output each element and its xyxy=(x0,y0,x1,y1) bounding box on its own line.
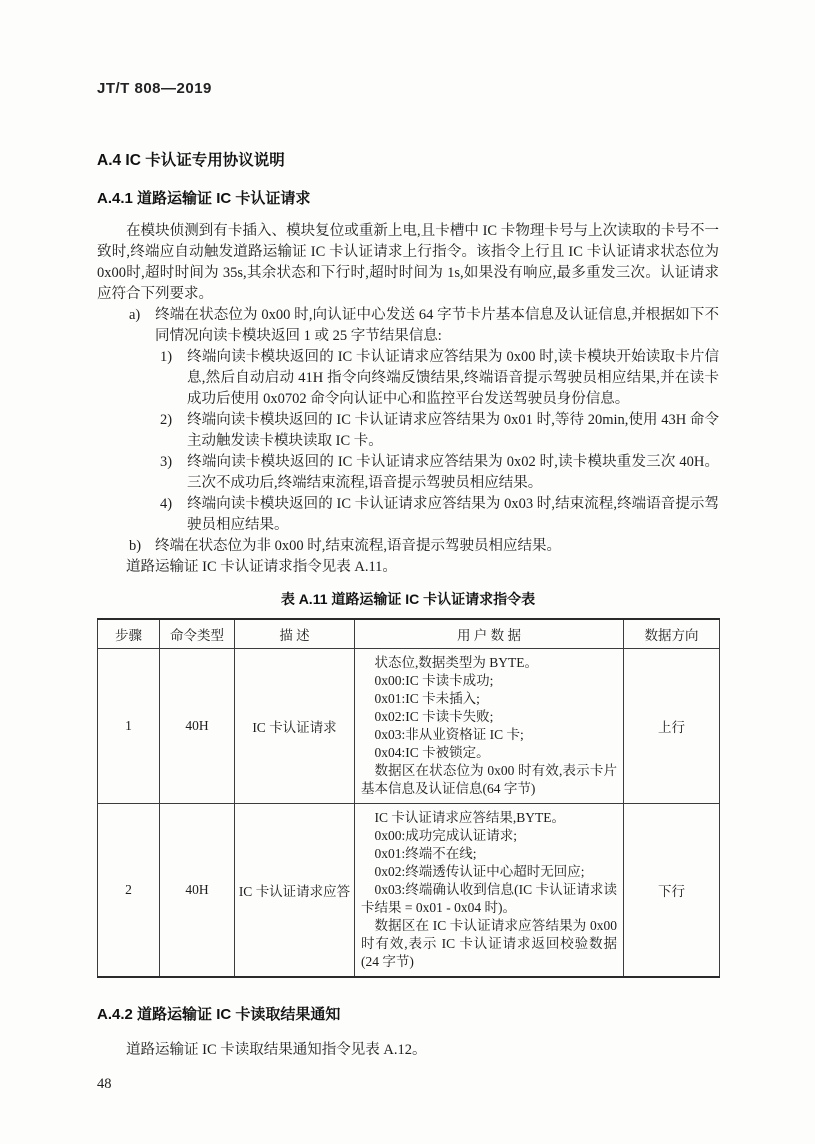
row1-user-data xyxy=(355,648,624,803)
intro-paragraph: 在模块侦测到有卡插入、模块复位或重新上电,且卡槽中 IC 卡物理卡号与上次读取的卡号不一致时,终端应自动触发道路运输证 IC 卡认证请求上行指令。该指令上行且 IC 卡认证请求状态位为 0x00时,超时时间为 35s,其余状态和下行时,超时时间为 1s,如果没有响应,最多重发三次。认证请求应符合下列要求。 xyxy=(97,223,719,302)
row1-command: 40H xyxy=(160,648,235,803)
table-a11 xyxy=(97,618,720,978)
list-item-a1-label: 1) xyxy=(160,349,173,365)
row2-user-data-line: 0x03:终端确认收到信息(IC 卡认证请求读卡结果 = 0x01 - 0x04 时)。 xyxy=(361,881,617,915)
row1-user-data-line: 0x01:IC 卡未插入; xyxy=(374,690,480,706)
row2-user-data-line: 0x01:终端不在线; xyxy=(374,845,477,861)
list-item-a2-label: 2) xyxy=(160,412,173,428)
row1-user-data-line: 0x03:非从业资格证 IC 卡; xyxy=(374,726,524,742)
list-item-b-text: 终端在状态位为非 0x00 时,结束流程,语音提示驾驶员相应结果。 xyxy=(155,538,561,554)
list-item-b xyxy=(97,536,719,557)
see-table-a12-paragraph: 道路运输证 IC 卡读取结果通知指令见表 A.12。 xyxy=(126,1041,427,1058)
row2-user-data-line: 数据区在 IC 卡认证请求应答结果为 0x00 时有效,表示 IC 卡认证请求返回校验数据(24 字节) xyxy=(361,917,617,969)
row1-user-data-line: 状态位,数据类型为 BYTE。 xyxy=(374,654,538,670)
list-item-a1-text: 终端向读卡模块返回的 IC 卡认证请求应答结果为 0x00 时,读卡模块开始读取卡片信息,然后自动启动 41H 指令向终端反馈结果,终端语音提示驾驶员相应结果,并在读卡成功后使用 0x0702 命令向认证中心和监控平台发送驾驶员身份信息。 xyxy=(187,349,719,407)
section-heading-a41: A.4.1 道路运输证 IC 卡认证请求 xyxy=(97,190,311,207)
see-table-a11-paragraph: 道路运输证 IC 卡认证请求指令见表 A.11。 xyxy=(126,559,397,575)
list-item-a-label: a) xyxy=(129,307,141,323)
col-header-command-type: 命令类型 xyxy=(160,619,235,648)
row1-user-data-line: 数据区在状态位为 0x00 时有效,表示卡片基本信息及认证信息(64 字节) xyxy=(361,762,617,796)
list-item-a4 xyxy=(97,494,719,536)
list-item-a3-label: 3) xyxy=(160,454,173,470)
section-heading-a4: A.4 IC 卡认证专用协议说明 xyxy=(97,152,285,169)
row2-user-data-line: 0x00:成功完成认证请求; xyxy=(374,827,518,843)
standard-number-header: JT/T 808—2019 xyxy=(97,80,212,97)
row1-user-data-line: 0x02:IC 卡读卡失败; xyxy=(374,708,494,724)
list-item-a xyxy=(97,305,719,347)
list-item-a3 xyxy=(97,452,719,494)
row1-step: 1 xyxy=(98,648,160,803)
row1-description: IC 卡认证请求 xyxy=(235,648,355,803)
list-item-a4-text: 终端向读卡模块返回的 IC 卡认证请求应答结果为 0x03 时,结束流程,终端语音提示驾驶员相应结果。 xyxy=(187,496,719,533)
row1-user-data-line: 0x00:IC 卡读卡成功; xyxy=(374,672,494,688)
table-row xyxy=(98,803,720,977)
list-item-a4-label: 4) xyxy=(160,496,173,512)
col-header-step: 步骤 xyxy=(98,619,160,648)
list-item-b-label: b) xyxy=(129,538,142,554)
list-item-a-text: 终端在状态位为 0x00 时,向认证中心发送 64 字节卡片基本信息及认证信息,并根据如下不同情况向读卡模块返回 1 或 25 字节结果信息: xyxy=(155,307,719,344)
list-item-a2-text: 终端向读卡模块返回的 IC 卡认证请求应答结果为 0x01 时,等待 20min,使用 43H 命令主动触发读卡模块读取 IC 卡。 xyxy=(187,412,719,449)
row2-description: IC 卡认证请求应答 xyxy=(235,803,355,977)
table-header-row xyxy=(98,619,720,648)
col-header-description: 描 述 xyxy=(235,619,355,648)
table-a11-caption: 表 A.11 道路运输证 IC 卡认证请求指令表 xyxy=(280,591,536,607)
row1-direction: 上行 xyxy=(624,648,720,803)
row2-step: 2 xyxy=(98,803,160,977)
row2-direction: 下行 xyxy=(624,803,720,977)
list-item-a3-text: 终端向读卡模块返回的 IC 卡认证请求应答结果为 0x02 时,读卡模块重发三次 40H。三次不成功后,终端结束流程,语音提示驾驶员相应结果。 xyxy=(187,454,719,491)
page-number: 48 xyxy=(97,1075,112,1092)
col-header-user-data: 用 户 数 据 xyxy=(355,619,624,648)
row2-command: 40H xyxy=(160,803,235,977)
list-item-a1 xyxy=(97,347,719,410)
row2-user-data xyxy=(355,803,624,977)
row2-user-data-line: IC 卡认证请求应答结果,BYTE。 xyxy=(374,809,565,825)
section-heading-a42: A.4.2 道路运输证 IC 卡读取结果通知 xyxy=(97,1005,341,1023)
list-item-a2 xyxy=(97,410,719,452)
col-header-direction: 数据方向 xyxy=(624,619,720,648)
table-row xyxy=(98,648,720,803)
row2-user-data-line: 0x02:终端透传认证中心超时无回应; xyxy=(374,863,585,879)
row1-user-data-line: 0x04:IC 卡被锁定。 xyxy=(374,744,490,760)
